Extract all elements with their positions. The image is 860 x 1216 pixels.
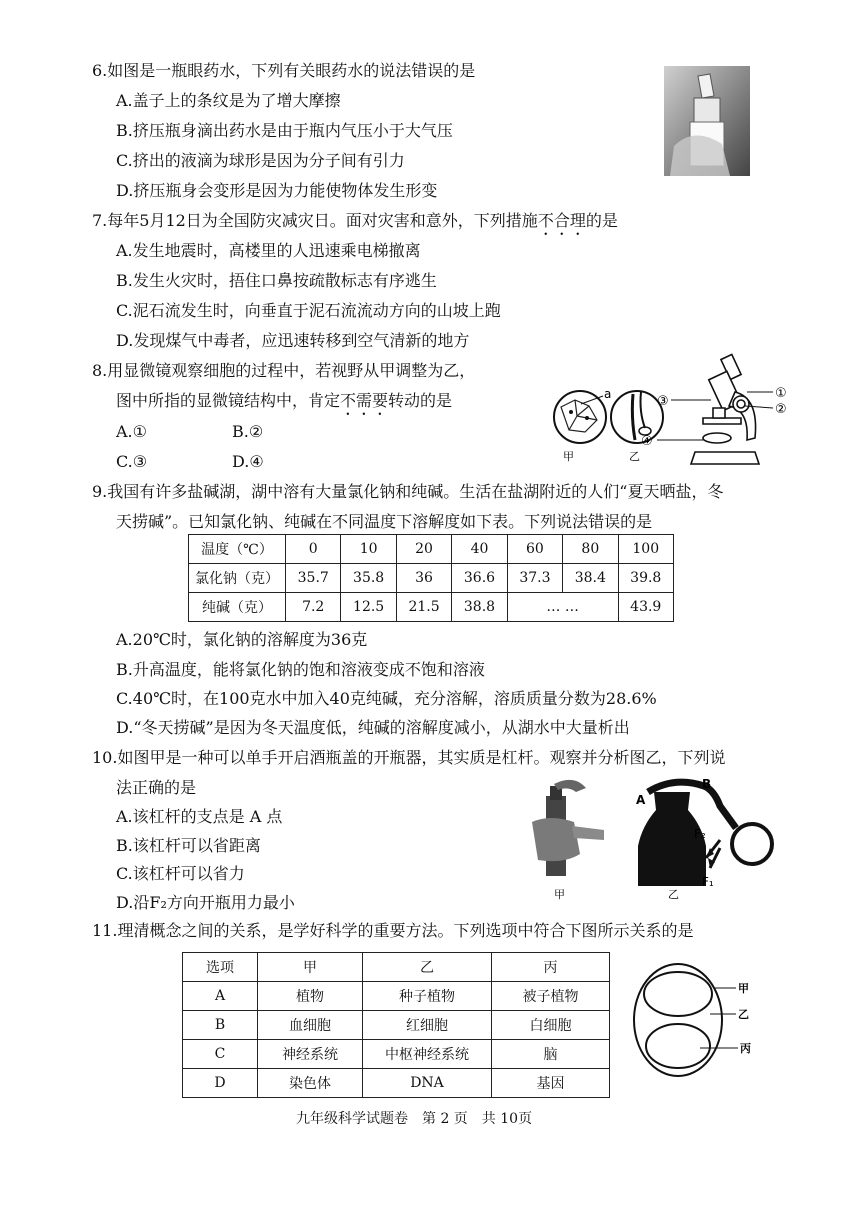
label-view-jia: 甲: [563, 450, 574, 463]
microscope-figure: [545, 352, 800, 472]
q8-stem-line1: 8.用显微镜观察细胞的过程中，若视野从甲调整为乙，: [92, 361, 476, 380]
label-1: ①: [775, 386, 787, 401]
label-2: ②: [775, 402, 787, 417]
q6-stem: 6.如图是一瓶眼药水，下列有关眼药水的说法错误的是: [92, 61, 476, 80]
q10-stem-line2: 法正确的是: [116, 778, 197, 797]
label-yi: 乙: [738, 1008, 749, 1021]
q6-option-d: D.挤压瓶身会变形是因为力能使物体发生形变: [116, 181, 438, 200]
q7-option-d: D.发现煤气中毒者，应迅速转移到空气清新的地方: [116, 331, 470, 350]
concept-venn-figure: [628, 960, 758, 1082]
q10-option-d: D.沿F₂方向开瓶用力最小: [116, 893, 295, 912]
table-row: 氯化钠（克） 35.7 35.8 36 36.6 37.3 38.4 39.8: [189, 564, 674, 593]
q7-option-c: C.泥石流发生时，向垂直于泥石流流动方向的山坡上跑: [116, 301, 501, 320]
q10-option-a: A.该杠杆的支点是 A 点: [116, 807, 283, 826]
q8-option-c: C.③: [116, 452, 148, 471]
q9-option-c: C.40℃时，在100克水中加入40克纯碱，充分溶解，溶质质量分数为28.6%: [116, 689, 657, 708]
q11-stem: 11.理清概念之间的关系，是学好科学的重要方法。下列选项中符合下图所示关系的是: [92, 921, 694, 940]
q8-option-b: B.②: [232, 422, 264, 441]
label-f1: F₁: [702, 875, 714, 889]
concept-table: [182, 952, 610, 1098]
q8-option-a: A.①: [116, 422, 147, 441]
q9-stem-line2: 天捞碱”。已知氯化钠、纯碱在不同温度下溶解度如下表。下列说法错误的是: [116, 512, 653, 531]
table-row: 温度（℃） 0 10 20 40 60 80 100: [189, 535, 674, 564]
label-view-yi: 乙: [629, 450, 640, 463]
table-row: D 染色体 DNA 基因: [183, 1069, 610, 1098]
q10-stem-line1: 10.如图甲是一种可以单手开启酒瓶盖的开瓶器，其实质是杠杆。观察并分析图乙，下列说: [92, 748, 726, 767]
table-row: A 植物 种子植物 被子植物: [183, 982, 610, 1011]
q7-option-b: B.发生火灾时，捂住口鼻按疏散标志有序逃生: [116, 271, 437, 290]
q6-option-b: B.挤压瓶身滴出药水是由于瓶内气压小于大气压: [116, 121, 453, 140]
label-point-a: A: [636, 793, 646, 807]
table-row: C 神经系统 中枢神经系统 脑: [183, 1040, 610, 1069]
upper-ellipse: [644, 972, 712, 1016]
table-row: 纯碱（克） 7.2 12.5 21.5 38.8 … … 43.9: [189, 593, 674, 622]
solubility-table: [188, 534, 674, 622]
q9-option-d: D.“冬天捞碱”是因为冬天温度低，纯碱的溶解度减小，从湖水中大量析出: [116, 718, 630, 737]
label-f2: F₂: [694, 827, 706, 841]
view-yi-circle: [611, 391, 663, 443]
label-point-b: B: [702, 777, 712, 791]
table-row: 选项 甲 乙 丙: [183, 953, 610, 982]
label-bing: 丙: [740, 1042, 751, 1055]
q6-option-a: A.盖子上的条纹是为了增大摩擦: [116, 91, 341, 110]
label-4: ④: [641, 434, 653, 449]
q7-stem: 7.每年5月12日为全国防灾减灾日。面对灾害和意外，下列措施不合理的是: [92, 211, 618, 230]
q9-stem-line1: 9.我国有许多盐碱湖，湖中溶有大量氯化钠和纯碱。生活在盐湖附近的人们“夏天晒盐，冬: [92, 482, 724, 501]
label-jia: 甲: [738, 982, 749, 995]
page-footer: 九年级科学试题卷 第 2 页 共 10页: [296, 1111, 533, 1127]
label-a: a: [604, 387, 612, 401]
label-3: ③: [657, 394, 669, 409]
table-row: B 血细胞 红细胞 白细胞: [183, 1011, 610, 1040]
bottle-opener-figure: [524, 776, 774, 902]
q10-option-c: C.该杠杆可以省力: [116, 864, 245, 883]
outer-ellipse: [634, 964, 722, 1076]
q8-stem-line2: 图中所指的显微镜结构中，肯定不需要转动的是: [116, 391, 453, 410]
q8-option-d: D.④: [232, 452, 264, 471]
lower-ellipse: [646, 1024, 710, 1068]
label-photo-jia: 甲: [554, 888, 565, 901]
label-diagram-yi: 乙: [668, 888, 679, 901]
q7-option-a: A.发生地震时，高楼里的人迅速乘电梯撤离: [116, 241, 421, 260]
eye-drop-bottle-photo: [664, 66, 750, 176]
q10-option-b: B.该杠杆可以省距离: [116, 836, 261, 855]
q6-option-c: C.挤出的液滴为球形是因为分子间有引力: [116, 151, 405, 170]
q9-option-b: B.升高温度，能将氯化钠的饱和溶液变成不饱和溶液: [116, 660, 485, 679]
q9-option-a: A.20℃时，氯化钠的溶解度为36克: [116, 630, 368, 649]
